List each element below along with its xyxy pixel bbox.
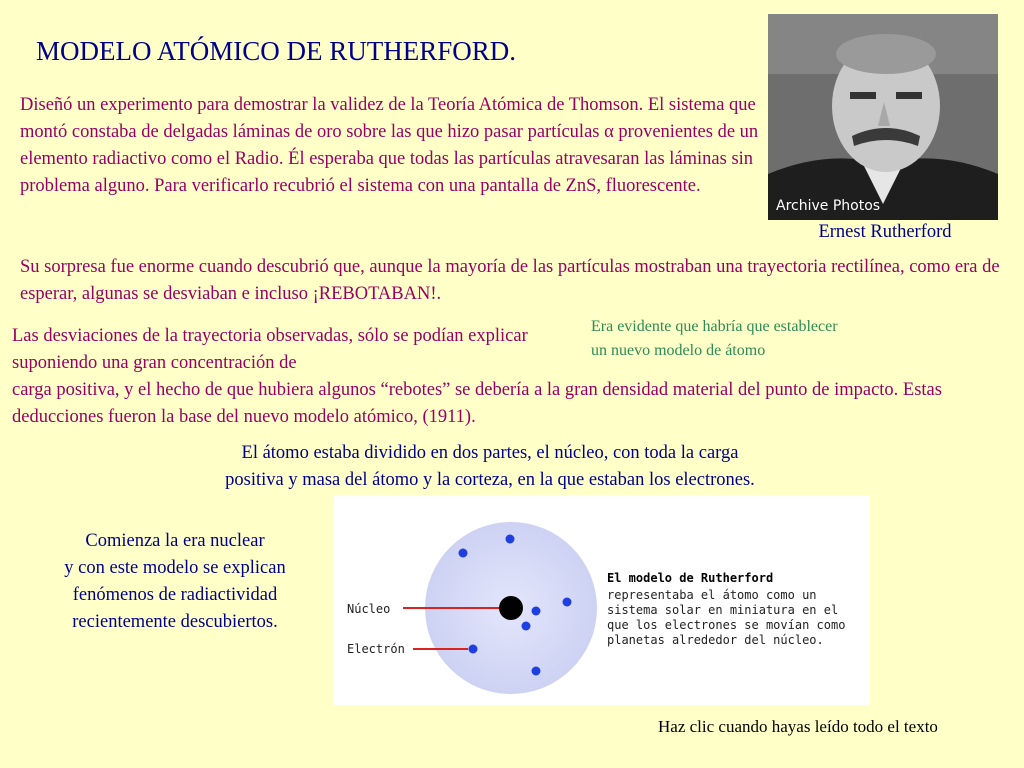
atom-structure-line1: El átomo estaba dividido en dos partes, el núcleo, con toda la carga [241,443,739,463]
diagram-heading: El modelo de Rutherford [607,571,774,585]
atom-structure-paragraph [130,440,850,494]
side-note [591,315,838,363]
diagram-desc-line1: representaba el átomo como un [607,588,817,602]
rutherford-model-diagram [333,495,870,705]
nucleus-dot [499,596,523,620]
photo-watermark: Archive Photos [776,198,881,214]
electron-dot [532,607,541,616]
electron-label: Electrón [347,642,405,656]
nucleus-label: Núcleo [347,602,391,616]
nuclear-era-line4: recientemente descubiertos. [72,612,278,632]
electron-dot [522,622,531,631]
diagram-desc-line4: planetas alrededor del núcleo. [607,633,824,647]
electron-dot [506,535,515,544]
nuclear-era-line2: y con este modelo se explican [64,558,286,578]
electron-dot [469,645,478,654]
surprise-paragraph: Su sorpresa fue enorme cuando descubrió que, aunque la mayoría de las partículas mostraban una trayectoria rectilínea, como era de esperar, algunas se desviaban e incluso ¡REBOTABAN!. [20,257,1000,304]
electron-dot [532,667,541,676]
deviation-paragraph-part1: Las desviaciones de la trayectoria observadas, sólo se podían explicar suponiendo una gran concentración de [12,326,528,373]
rutherford-photo [768,14,998,220]
nuclear-era-line1: Comienza la era nuclear [85,531,265,551]
atom-structure-line2: positiva y masa del átomo y la corteza, en la que estaban los electrones. [225,470,755,490]
nuclear-era-paragraph [20,528,330,636]
electron-dot [459,549,468,558]
diagram-desc-line2: sistema solar en miniatura en el [607,603,839,617]
intro-paragraph: Diseñó un experimento para demostrar la validez de la Teoría Atómica de Thomson. El sistema que montó constaba de delgadas láminas de oro sobre las que hizo pasar partículas α provenientes de un elemento radiactivo como el Radio. Él esperaba que todas las partículas atravesaran las láminas sin problema alguno. Para verificarlo recubrió el sistema con una pantalla de ZnS, fluorescente. [20,95,759,196]
page-title: MODELO ATÓMICO DE RUTHERFORD. [36,36,517,66]
side-note-line2: un nuevo modelo de átomo [591,342,766,359]
deviation-paragraph-part2: carga positiva, y el hecho de que hubiera algunos “rebotes” se debería a la gran densidad material del punto de impacto. Estas deducciones fueron la base del nuevo modelo atómico, (1911). [12,380,942,427]
diagram-desc-line3: que los electrones se movían como [607,618,846,632]
electron-dot [563,598,572,607]
side-note-line1: Era evidente que habría que establecer [591,318,838,335]
continue-prompt[interactable]: Haz clic cuando hayas leído todo el texto [658,717,938,736]
photo-caption: Ernest Rutherford [818,222,952,242]
nuclear-era-line3: fenómenos de radiactividad [72,585,278,605]
